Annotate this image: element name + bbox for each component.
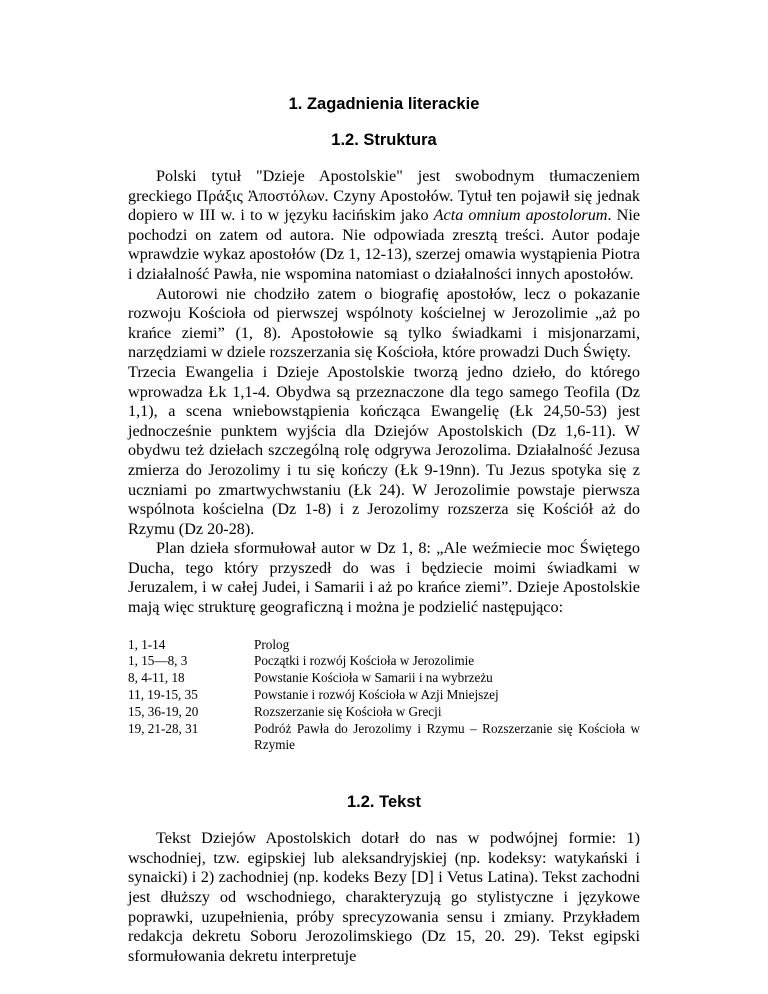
paragraph-plan: Plan dzieła sformułował autor w Dz 1, 8: „Ale weźmiecie moc Świętego Ducha, tego który przyszedł do was i będziecie moimi świadkami w Jeruzalem, i w całej Judei, i Samarii i aż po krańce ziemi”. Dzieje Apostolskie mają więc strukturę geograficzną i można je podzielić następująco:	[128, 539, 640, 617]
outline-ref: 15, 36-19, 20	[128, 703, 199, 719]
outline-row	[128, 721, 640, 755]
outline-ref: 11, 19-15, 35	[128, 687, 198, 703]
section-title-text: 1.2. Tekst	[347, 793, 421, 812]
paragraph-text: . Nie pochodzi on zatem od autora. Nie odpowiada zresztą treści. Autor podaje wprawdzie wykaz apostołów (Dz 1, 12-13), szerzej omawia wystąpienia Piotra i działalność Pawła, nie wspomina natomiast o działalności innych apostołów.	[128, 206, 641, 283]
chapter-heading: 1. Zagadnienia literackie	[288, 95, 480, 113]
outline-desc: Powstanie Kościoła w Samarii i na wybrzeżu	[254, 670, 493, 686]
outline-ref: 8, 4-11, 18	[128, 670, 185, 686]
outline-row	[128, 687, 640, 704]
outline-desc: Rozszerzanie się Kościoła w Grecji	[254, 703, 442, 719]
outline-row	[128, 637, 640, 654]
outline-row	[128, 653, 640, 670]
paragraph-title-origin	[128, 167, 640, 285]
outline-desc: Powstanie i rozwój Kościoła w Azji Mniejszej	[254, 687, 499, 703]
paragraph-purpose: Autorowi nie chodziło zatem o biografię apostołów, lecz o pokazanie rozwoju Kościoła od pierwszej wspólnoty kościelnej w Jerozolimie „aż po krańce ziemi” (1, 8). Apostołowie są tylko świadkami i misjonarzami, narzędziami w dziele rozszerzania się Kościoła, które prowadzi Duch Święty.	[128, 284, 640, 362]
outline-ref: 1, 1-14	[128, 636, 166, 652]
outline-list	[128, 637, 640, 755]
italic-latin-title: Acta omnium apostolorum	[433, 206, 608, 225]
outline-ref: 19, 21-28, 31	[128, 720, 199, 736]
section-title-structure: 1.2. Struktura	[331, 131, 437, 149]
outline-desc: Prolog	[254, 636, 290, 652]
outline-ref: 1, 15—8, 3	[128, 653, 188, 669]
outline-desc: Podróż Pawła do Jerozolimy i Rzymu – Rozszerzanie się Kościoła w Rzymie	[254, 720, 640, 753]
outline-row	[128, 670, 640, 687]
outline-desc: Początki i rozwój Kościoła w Jerozolimie	[254, 653, 475, 669]
outline-row	[128, 704, 640, 721]
paragraph-unity: Trzecia Ewangelia i Dzieje Apostolskie tworzą jedno dzieło, do którego wprowadza Łk 1,1-4. Obydwa są przeznaczone dla tego samego Teofila (Dz 1,1), a scena wniebowstąpienia kończąca Ewangelię (Łk 24,50-53) jest jednocześnie punktem wyjścia dla Dziejów Apostolskich (Dz 1,6-11). W obydwu też dziełach szczególną rolę odgrywa Jerozolima. Działalność Jezusa zmierza do Jerozolimy i tu się kończy (Łk 9-19nn). Tu Jezus spotyka się z uczniami po zmartwychwstaniu (Łk 24). W Jerozolimie powstaje pierwsza wspólnota kościelna (Dz 1-8) i z Jerozolimy rozszerza się Kościół aż do Rzymu (Dz 20-28).	[128, 362, 640, 538]
paragraph-text: Polski tytuł "Dzieje Apostolskie" jest swobodnym tłumaczeniem greckiego Πράξις Ἀποστόλων. Czyny Apostołów. Tytuł ten pojawił się jednak dopiero w III w. i to w języku łacińskim jako	[128, 167, 640, 225]
paragraph-text-forms: Tekst Dziejów Apostolskich dotarł do nas w podwójnej formie: 1) wschodniej, tzw. egipskiej lub aleksandryjskiej (np. kodeksy: watykański i synaicki) i 2) zachodniej (np. kodeks Bezy [D] i Vetus Latina). Tekst zachodni jest dłuższy od wschodniego, charakteryzują go stylistyczne i językowe poprawki, uzupełnienia, próby sprecyzowania sensu i zmiany. Przykładem redakcja dekretu Soboru Jerozolimskiego (Dz 15, 20. 29). Tekst egipski sformułowania dekretu interpretuje	[128, 829, 640, 965]
